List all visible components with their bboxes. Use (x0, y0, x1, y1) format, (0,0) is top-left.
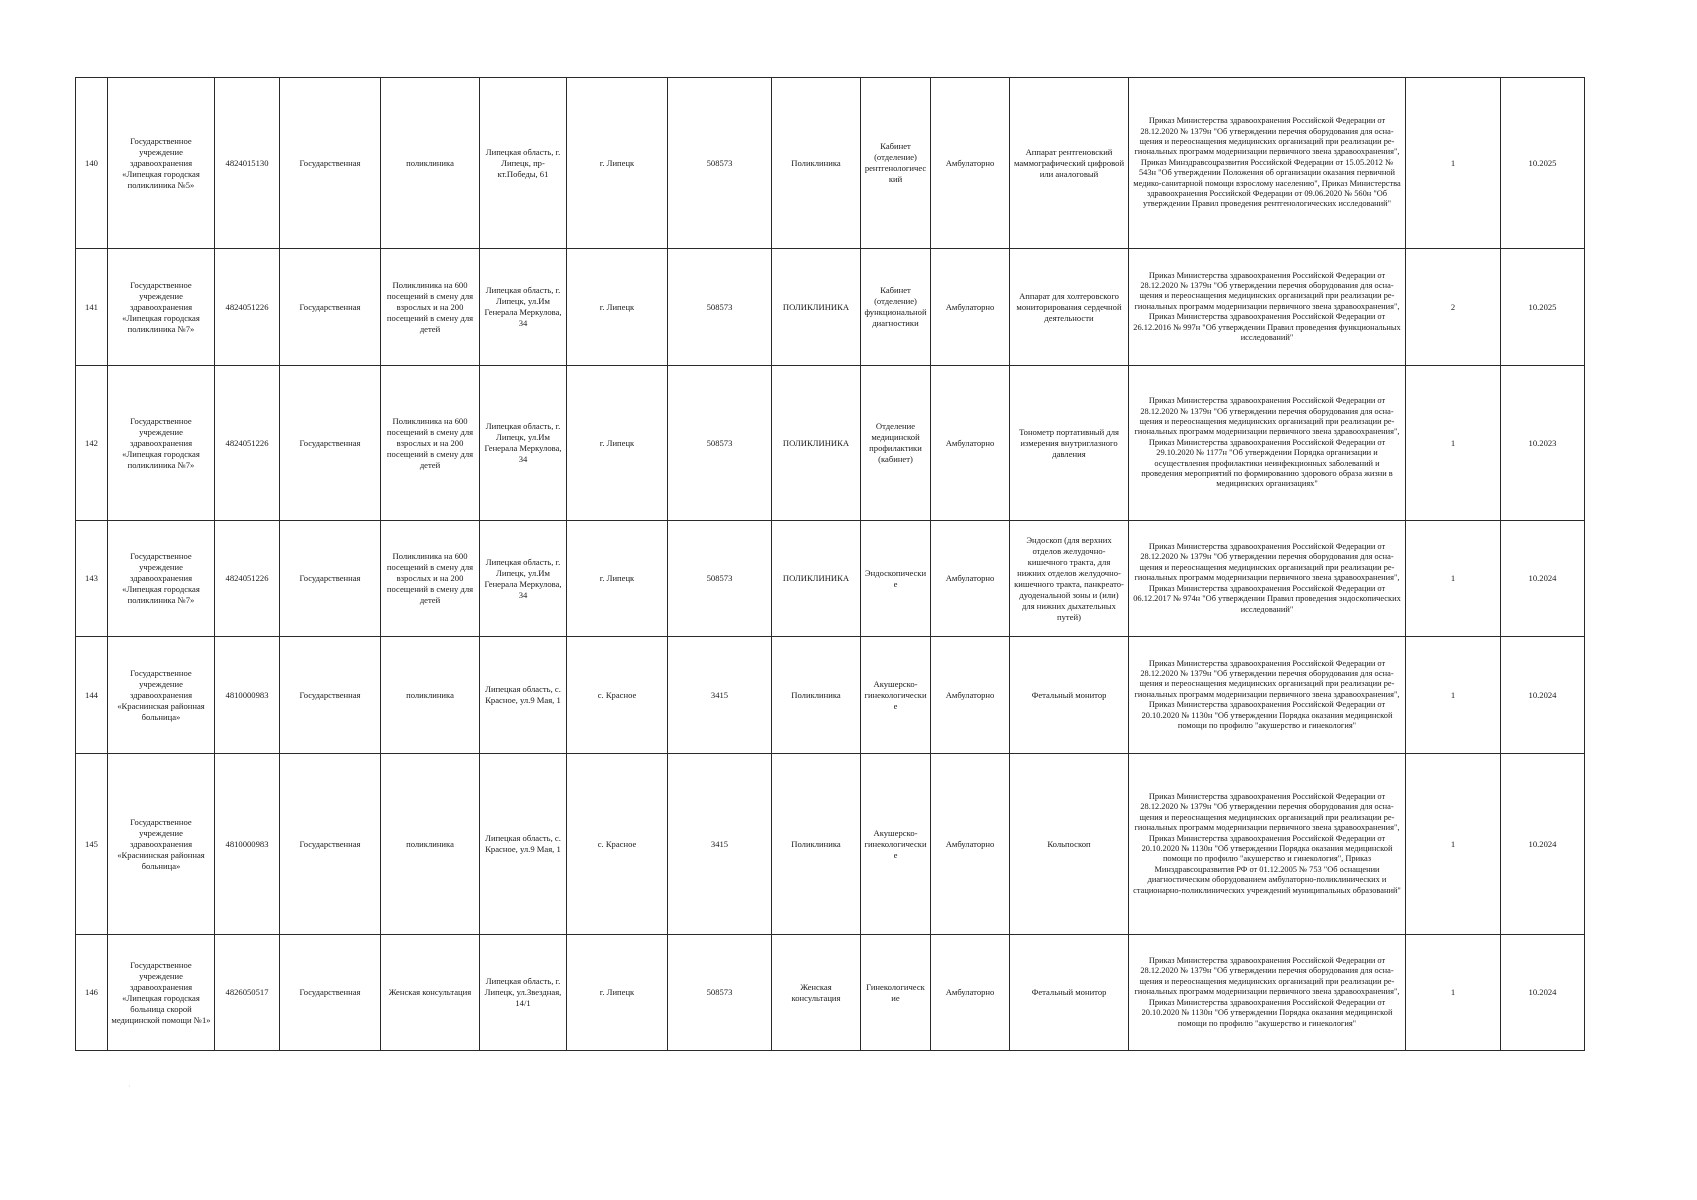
facility-type-cell: Поликлиника на 600 посещений в смену для взрослых и на 200 посещений в смену для детей (381, 521, 480, 637)
facility-type-cell: поликлиника (381, 637, 480, 754)
equipment-cell: Эндоскоп (для верхних отделов желудочно-кишечного тракта, для нижних отделов желудочно-кишечного тракта, панкреато-дуоденальной зоны и (или) для нижних дыхательных путей) (1010, 521, 1129, 637)
department-cell: Эндоскопические (861, 521, 931, 637)
address-cell: Липецкая область, г. Липецк, ул.Им Генерала Меркулова, 34 (480, 249, 567, 366)
department-cell: Отделение медицинской профилактики (кабинет) (861, 366, 931, 521)
locality-cell: с. Красное (567, 637, 668, 754)
department-cell: Акушерско-гинекологические (861, 754, 931, 935)
date-cell: 10.2025 (1501, 78, 1585, 249)
row-number-cell: 142 (76, 366, 108, 521)
quantity-cell: 1 (1406, 935, 1501, 1051)
locality-cell: г. Липецк (567, 78, 668, 249)
table-row (76, 249, 1585, 366)
equipment-cell: Аппарат для холтеровского мониторирования сердечной деятельности (1010, 249, 1129, 366)
quantity-cell: 1 (1406, 366, 1501, 521)
date-cell: 10.2025 (1501, 249, 1585, 366)
quantity-cell: 2 (1406, 249, 1501, 366)
table-row (76, 78, 1585, 249)
department-cell: Гинекологические (861, 935, 931, 1051)
ownership-cell: Государственная (280, 637, 381, 754)
facility-type-cell: Поликлиника на 600 посещений в смену для взрослых и на 200 посещений в смену для детей (381, 249, 480, 366)
register-grid (75, 77, 1585, 1051)
population-cell: 508573 (668, 78, 772, 249)
quantity-cell: 1 (1406, 78, 1501, 249)
ownership-cell: Государственная (280, 78, 381, 249)
unit-type-cell: ПОЛИКЛИНИКА (772, 521, 861, 637)
table-row (76, 521, 1585, 637)
address-cell: Липецкая область, г. Липецк, ул.Им Генерала Меркулова, 34 (480, 366, 567, 521)
unit-type-cell: ПОЛИКЛИНИКА (772, 249, 861, 366)
equipment-cell: Фетальный монитор (1010, 935, 1129, 1051)
address-cell: Липецкая область, г. Липецк, пр-кт.Победы, 61 (480, 78, 567, 249)
equipment-cell: Фетальный монитор (1010, 637, 1129, 754)
inn-cell: 4824051226 (215, 521, 280, 637)
organization-cell: Государственное учреждение здравоохранения «Липецкая городская больница скорой медицинской помощи №1» (108, 935, 215, 1051)
ownership-cell: Государственная (280, 521, 381, 637)
unit-type-cell: Поликлиника (772, 754, 861, 935)
row-number-cell: 145 (76, 754, 108, 935)
population-cell: 508573 (668, 249, 772, 366)
equipment-cell: Аппарат рентгеновский маммографический цифровой или аналоговый (1010, 78, 1129, 249)
equipment-register-table (75, 77, 1584, 1051)
population-cell: 508573 (668, 366, 772, 521)
locality-cell: с. Красное (567, 754, 668, 935)
ownership-cell: Государственная (280, 935, 381, 1051)
department-cell: Кабинет (отделение) функциональной диагностики (861, 249, 931, 366)
address-cell: Липецкая область, г. Липецк, ул.Звездная, 14/1 (480, 935, 567, 1051)
legal-basis-cell: Приказ Министерства здравоохранения Российской Федерации от 28.12.2020 № 1379н "Об утверждении перечня оборудования для осна-щения и переоснащения медицинских организаций при реализации ре-гиональных программ модернизации первичного звена здравоохранения", Приказ Министерства здравоохранения Российской Федерации от 20.10.2020 № 1130н "Об утверждении Порядка оказания медицинской помощи по профилю "акушерство и гинекология", Приказ Минздравсоцразвития РФ от 01.12.2005 № 753 "Об оснащении диагностическим оборудованием амбулаторно-поликлинических и стационарно-поликлинических учреждений муниципальных образований" (1129, 754, 1406, 935)
population-cell: 3415 (668, 754, 772, 935)
table-row (76, 935, 1585, 1051)
care-form-cell: Амбулаторно (931, 521, 1010, 637)
facility-type-cell: Поликлиника на 600 посещений в смену для взрослых и на 200 посещений в смену для детей (381, 366, 480, 521)
row-number-cell: 146 (76, 935, 108, 1051)
date-cell: 10.2024 (1501, 521, 1585, 637)
table-row (76, 366, 1585, 521)
locality-cell: г. Липецк (567, 521, 668, 637)
legal-basis-cell: Приказ Министерства здравоохранения Российской Федерации от 28.12.2020 № 1379н "Об утверждении перечня оборудования для осна-щения и переоснащения медицинских организаций при реализации ре-гиональных программ модернизации первичного звена здравоохранения", Приказ Министерства здравоохранения Российской Федерации от 20.10.2020 № 1130н "Об утверждении Порядка оказания медицинской помощи по профилю "акушерство и гинекология" (1129, 637, 1406, 754)
unit-type-cell: Женская консультация (772, 935, 861, 1051)
table-row (76, 637, 1585, 754)
organization-cell: Государственное учреждение здравоохранения «Липецкая городская поликлиника №5» (108, 78, 215, 249)
legal-basis-cell: Приказ Министерства здравоохранения Российской Федерации от 28.12.2020 № 1379н "Об утверждении перечня оборудования для осна-щения и переоснащения медицинских организаций при реализации ре-гиональных программ модернизации первичного звена здравоохранения", Приказ Министерства здравоохранения Российской Федерации от 26.12.2016 № 997н "Об утверждении Правил проведения функциональных исследований" (1129, 249, 1406, 366)
address-cell: Липецкая область, г. Липецк, ул.Им Генерала Меркулова, 34 (480, 521, 567, 637)
department-cell: Кабинет (отделение) рентгенологический (861, 78, 931, 249)
unit-type-cell: ПОЛИКЛИНИКА (772, 366, 861, 521)
equipment-cell: Кольпоскоп (1010, 754, 1129, 935)
organization-cell: Государственное учреждение здравоохранения «Краснинская районная больница» (108, 637, 215, 754)
legal-basis-cell: Приказ Министерства здравоохранения Российской Федерации от 28.12.2020 № 1379н "Об утверждении перечня оборудования для осна-щения и переоснащения медицинских организаций при реализации ре-гиональных программ модернизации первичного звена здравоохранения", Приказ Министерства здравоохранения Российской Федерации от 06.12.2017 № 974н "Об утверждении Правил проведения эндоскопических исследований" (1129, 521, 1406, 637)
row-number-cell: 141 (76, 249, 108, 366)
quantity-cell: 1 (1406, 521, 1501, 637)
table-row (76, 754, 1585, 935)
quantity-cell: 1 (1406, 637, 1501, 754)
facility-type-cell: поликлиника (381, 78, 480, 249)
legal-basis-cell: Приказ Министерства здравоохранения Российской Федерации от 28.12.2020 № 1379н "Об утверждении перечня оборудования для осна-щения и переоснащения медицинских организаций при реализации ре-гиональных программ модернизации первичного звена здравоохранения", Приказ Минздравсоцразвития Российской Федерации от 15.05.2012 № 543н "Об утверждении Положения об организации оказания первичной медико-санитарной помощи взрослому населению", Приказ Министерства здравоохранения Российской Федерации от 09.06.2020 № 560н "Об утверждении Правил проведения рентгенологических исследований" (1129, 78, 1406, 249)
ownership-cell: Государственная (280, 249, 381, 366)
date-cell: 10.2024 (1501, 935, 1585, 1051)
inn-cell: 4810000983 (215, 754, 280, 935)
date-cell: 10.2024 (1501, 754, 1585, 935)
organization-cell: Государственное учреждение здравоохранения «Липецкая городская поликлиника №7» (108, 366, 215, 521)
population-cell: 3415 (668, 637, 772, 754)
unit-type-cell: Поликлиника (772, 637, 861, 754)
facility-type-cell: Женская консультация (381, 935, 480, 1051)
facility-type-cell: поликлиника (381, 754, 480, 935)
inn-cell: 4824051226 (215, 366, 280, 521)
ownership-cell: Государственная (280, 754, 381, 935)
row-number-cell: 144 (76, 637, 108, 754)
care-form-cell: Амбулаторно (931, 637, 1010, 754)
row-number-cell: 143 (76, 521, 108, 637)
quantity-cell: 1 (1406, 754, 1501, 935)
address-cell: Липецкая область, с. Красное, ул.9 Мая, 1 (480, 637, 567, 754)
row-number-cell: 140 (76, 78, 108, 249)
care-form-cell: Амбулаторно (931, 366, 1010, 521)
inn-cell: 4810000983 (215, 637, 280, 754)
department-cell: Акушерско-гинекологические (861, 637, 931, 754)
organization-cell: Государственное учреждение здравоохранения «Липецкая городская поликлиника №7» (108, 249, 215, 366)
organization-cell: Государственное учреждение здравоохранения «Липецкая городская поликлиника №7» (108, 521, 215, 637)
population-cell: 508573 (668, 935, 772, 1051)
address-cell: Липецкая область, с. Красное, ул.9 Мая, 1 (480, 754, 567, 935)
care-form-cell: Амбулаторно (931, 78, 1010, 249)
equipment-cell: Тонометр портативный для измерения внутриглазного давления (1010, 366, 1129, 521)
care-form-cell: Амбулаторно (931, 935, 1010, 1051)
scan-artifact: · (128, 1082, 131, 1091)
ownership-cell: Государственная (280, 366, 381, 521)
care-form-cell: Амбулаторно (931, 249, 1010, 366)
unit-type-cell: Поликлиника (772, 78, 861, 249)
date-cell: 10.2023 (1501, 366, 1585, 521)
organization-cell: Государственное учреждение здравоохранения «Краснинская районная больница» (108, 754, 215, 935)
legal-basis-cell: Приказ Министерства здравоохранения Российской Федерации от 28.12.2020 № 1379н "Об утверждении перечня оборудования для осна-щения и переоснащения медицинских организаций при реализации ре-гиональных программ модернизации первичного звена здравоохранения", Приказ Министерства здравоохранения Российской Федерации от 29.10.2020 № 1177н "Об утверждении Порядка организации и осуществления профилактики неинфекционных заболеваний и проведения мероприятий по формированию здорового образа жизни в медицинских организациях" (1129, 366, 1406, 521)
inn-cell: 4824015130 (215, 78, 280, 249)
locality-cell: г. Липецк (567, 366, 668, 521)
legal-basis-cell: Приказ Министерства здравоохранения Российской Федерации от 28.12.2020 № 1379н "Об утверждении перечня оборудования для осна-щения и переоснащения медицинских организаций при реализации ре-гиональных программ модернизации первичного звена здравоохранения", Приказ Министерства здравоохранения Российской Федерации от 20.10.2020 № 1130н "Об утверждении Порядка оказания медицинской помощи по профилю "акушерство и гинекология" (1129, 935, 1406, 1051)
care-form-cell: Амбулаторно (931, 754, 1010, 935)
locality-cell: г. Липецк (567, 935, 668, 1051)
date-cell: 10.2024 (1501, 637, 1585, 754)
population-cell: 508573 (668, 521, 772, 637)
locality-cell: г. Липецк (567, 249, 668, 366)
inn-cell: 4826050517 (215, 935, 280, 1051)
inn-cell: 4824051226 (215, 249, 280, 366)
